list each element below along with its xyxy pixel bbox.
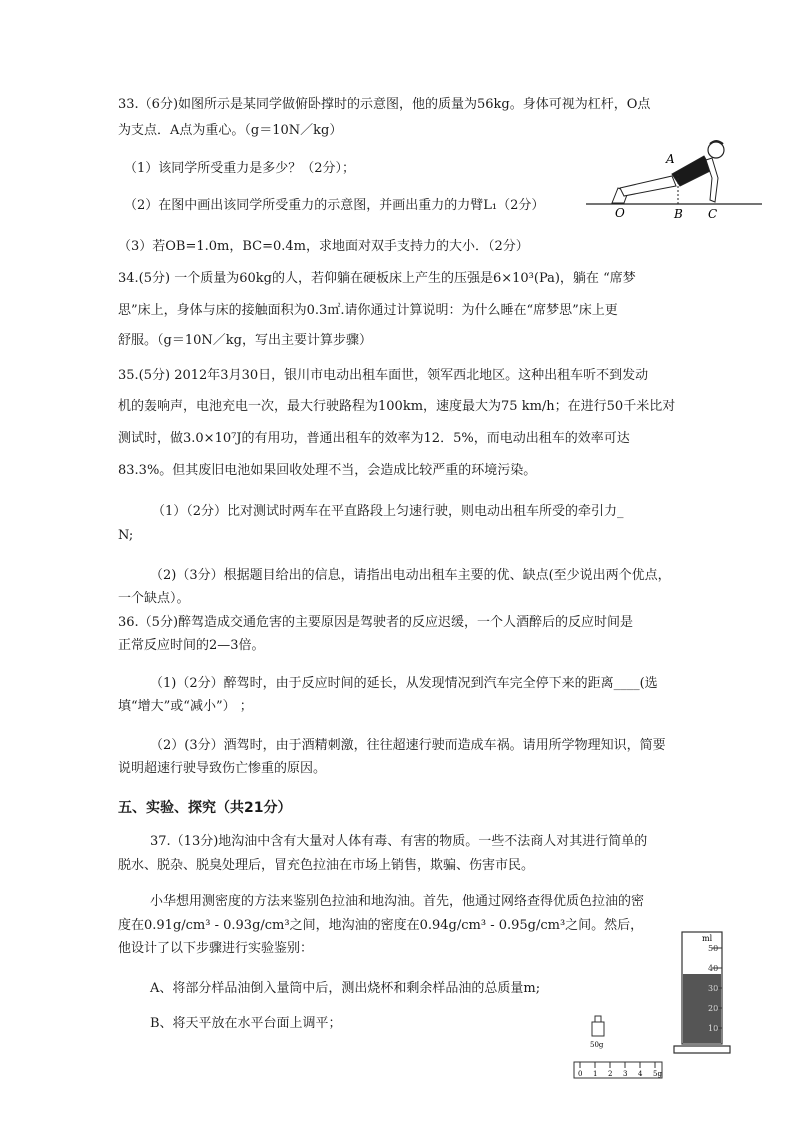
q36-line1: 36.（5分)醉驾造成交通危害的主要原因是驾驶者的反应迟缓，一个人酒醉后的反应时间是 — [118, 615, 634, 630]
q37-line2: 脱水、脱杂、脱臭处理后，冒充色拉油在市场上销售，欺骗、伤害市民。 — [118, 858, 535, 873]
q36-sub1a: （1)（2分）醉驾时，由于反应时间的延长，从发现情况到汽车完全停下来的距离____(选 — [150, 676, 658, 691]
cylinder-tick-label: 40 — [708, 964, 719, 973]
balance-figure — [568, 1012, 664, 1090]
q37-p2-3: 他设计了以下步骤进行实验鉴别： — [118, 941, 314, 956]
q35-sub2b: 一个缺点）。 — [118, 591, 190, 606]
scale-label: 3 — [623, 1070, 628, 1078]
graduated-cylinder — [672, 928, 734, 1058]
q35-sub1b: N; — [118, 528, 134, 543]
scale-label: 4 — [638, 1070, 643, 1078]
cylinder-tick-label: 30 — [708, 984, 719, 993]
q35-line1: 35.(5分) 2012年3月30日，银川市电动出租车面世，领军西北地区。这种出租车听不到发动 — [118, 368, 649, 383]
cylinder-tick-label: 10 — [708, 1024, 719, 1033]
label-C: C — [708, 207, 718, 221]
q33-sub3: （3）若OB=1.0m，BC=0.4m，求地面对双手支持力的大小．（2分） — [118, 239, 529, 254]
q36-line2: 正常反应时间的2—3倍。 — [118, 638, 265, 653]
q35-line2: 机的轰响声，电池充电一次，最大行驶路程为100km，速度最大为75 km/h；在进行50千米比对 — [118, 399, 676, 414]
q34-line3: 舒服。（g＝10N／kg，写出主要计算步骤） — [118, 333, 372, 348]
weight-label: 50g — [590, 1041, 604, 1049]
q35-line4: 83.3%。但其废旧电池如果回收处理不当，会造成比较严重的环境污染。 — [118, 463, 537, 478]
scale-label: 5g — [653, 1070, 662, 1078]
cylinder-tick-label: 50 — [708, 944, 719, 953]
q34-line2: 思”床上，身体与床的接触面积为0.3㎡.请你通过计算说明：为什么睡在“席梦思”床上更 — [118, 303, 618, 318]
q35-sub2a: （2)（3分）根据题目给出的信息，请指出电动出租车主要的优、缺点(至少说出两个优点， — [150, 568, 671, 583]
label-B: B — [674, 207, 683, 221]
q35-line3: 测试时，做3.0×10⁷J的有用功，普通出租车的效率为12．5%，而电动出租车的效率可达 — [118, 431, 630, 446]
q37-step-a: A、将部分样品油倒入量筒中后，测出烧杯和剩余样品油的总质量m; — [150, 981, 541, 996]
q36-sub2a: （2）(3分）酒驾时，由于酒精刺激，往往超速行驶而造成车祸。请用所学物理知识，简要 — [150, 738, 666, 753]
q34-line1: 34.(5分) 一个质量为60kg的人，若仰躺在硬板床上产生的压强是6×10³(Pa)，躺在 “席梦 — [118, 271, 636, 286]
q36-sub2b: 说明超速行驶导致伤亡惨重的原因。 — [118, 761, 327, 776]
scale-label: 0 — [578, 1070, 583, 1078]
section-title: 五、实验、探究（共21分） — [118, 800, 292, 816]
label-O: O — [615, 206, 625, 220]
q33-sub1: （1）该同学所受重力是多少？（2分）； — [124, 161, 356, 176]
q37-p2-1: 小华想用测密度的方法来鉴别色拉油和地沟油。首先，他通过网络查得优质色拉油的密 — [150, 894, 645, 909]
scale-label: 1 — [593, 1070, 598, 1078]
label-A: A — [666, 152, 675, 166]
pushup-diagram — [584, 130, 764, 225]
q36-sub1b: 填“增大”或“减小”） ； — [118, 699, 253, 714]
cylinder-tick-label: 20 — [708, 1004, 719, 1013]
q33-sub2: （2）在图中画出该同学所受重力的示意图，并画出重力的力臂L₁（2分） — [124, 198, 545, 213]
pushup-figure — [584, 130, 764, 225]
scale-label: 2 — [608, 1070, 613, 1078]
q33-line2: 为支点．A点为重心。（g＝10N／kg） — [118, 123, 343, 138]
q37-step-b: B、将天平放在水平台面上调平； — [150, 1016, 342, 1031]
q35-sub1a: （1）（2分）比对测试时两车在平直路段上匀速行驶，则电动出租车所受的牵引力_ — [152, 504, 624, 519]
cylinder-diagram — [672, 928, 734, 1058]
cylinder-unit: ml — [702, 934, 713, 943]
q37-p2-2: 度在0.91g/cm³ - 0.93g/cm³之间，地沟油的密度在0.94g/cm³ - 0.95g/cm³之间。然后， — [118, 918, 644, 933]
q33-line1: 33.（6分)如图所示是某同学做俯卧撑时的示意图，他的质量为56kg。身体可视为杠杆，O点 — [118, 97, 651, 112]
q37-line1: 37.（13分)地沟油中含有大量对人体有毒、有害的物质。一些不法商人对其进行简单的 — [150, 834, 648, 849]
balance-diagram — [568, 1012, 664, 1090]
